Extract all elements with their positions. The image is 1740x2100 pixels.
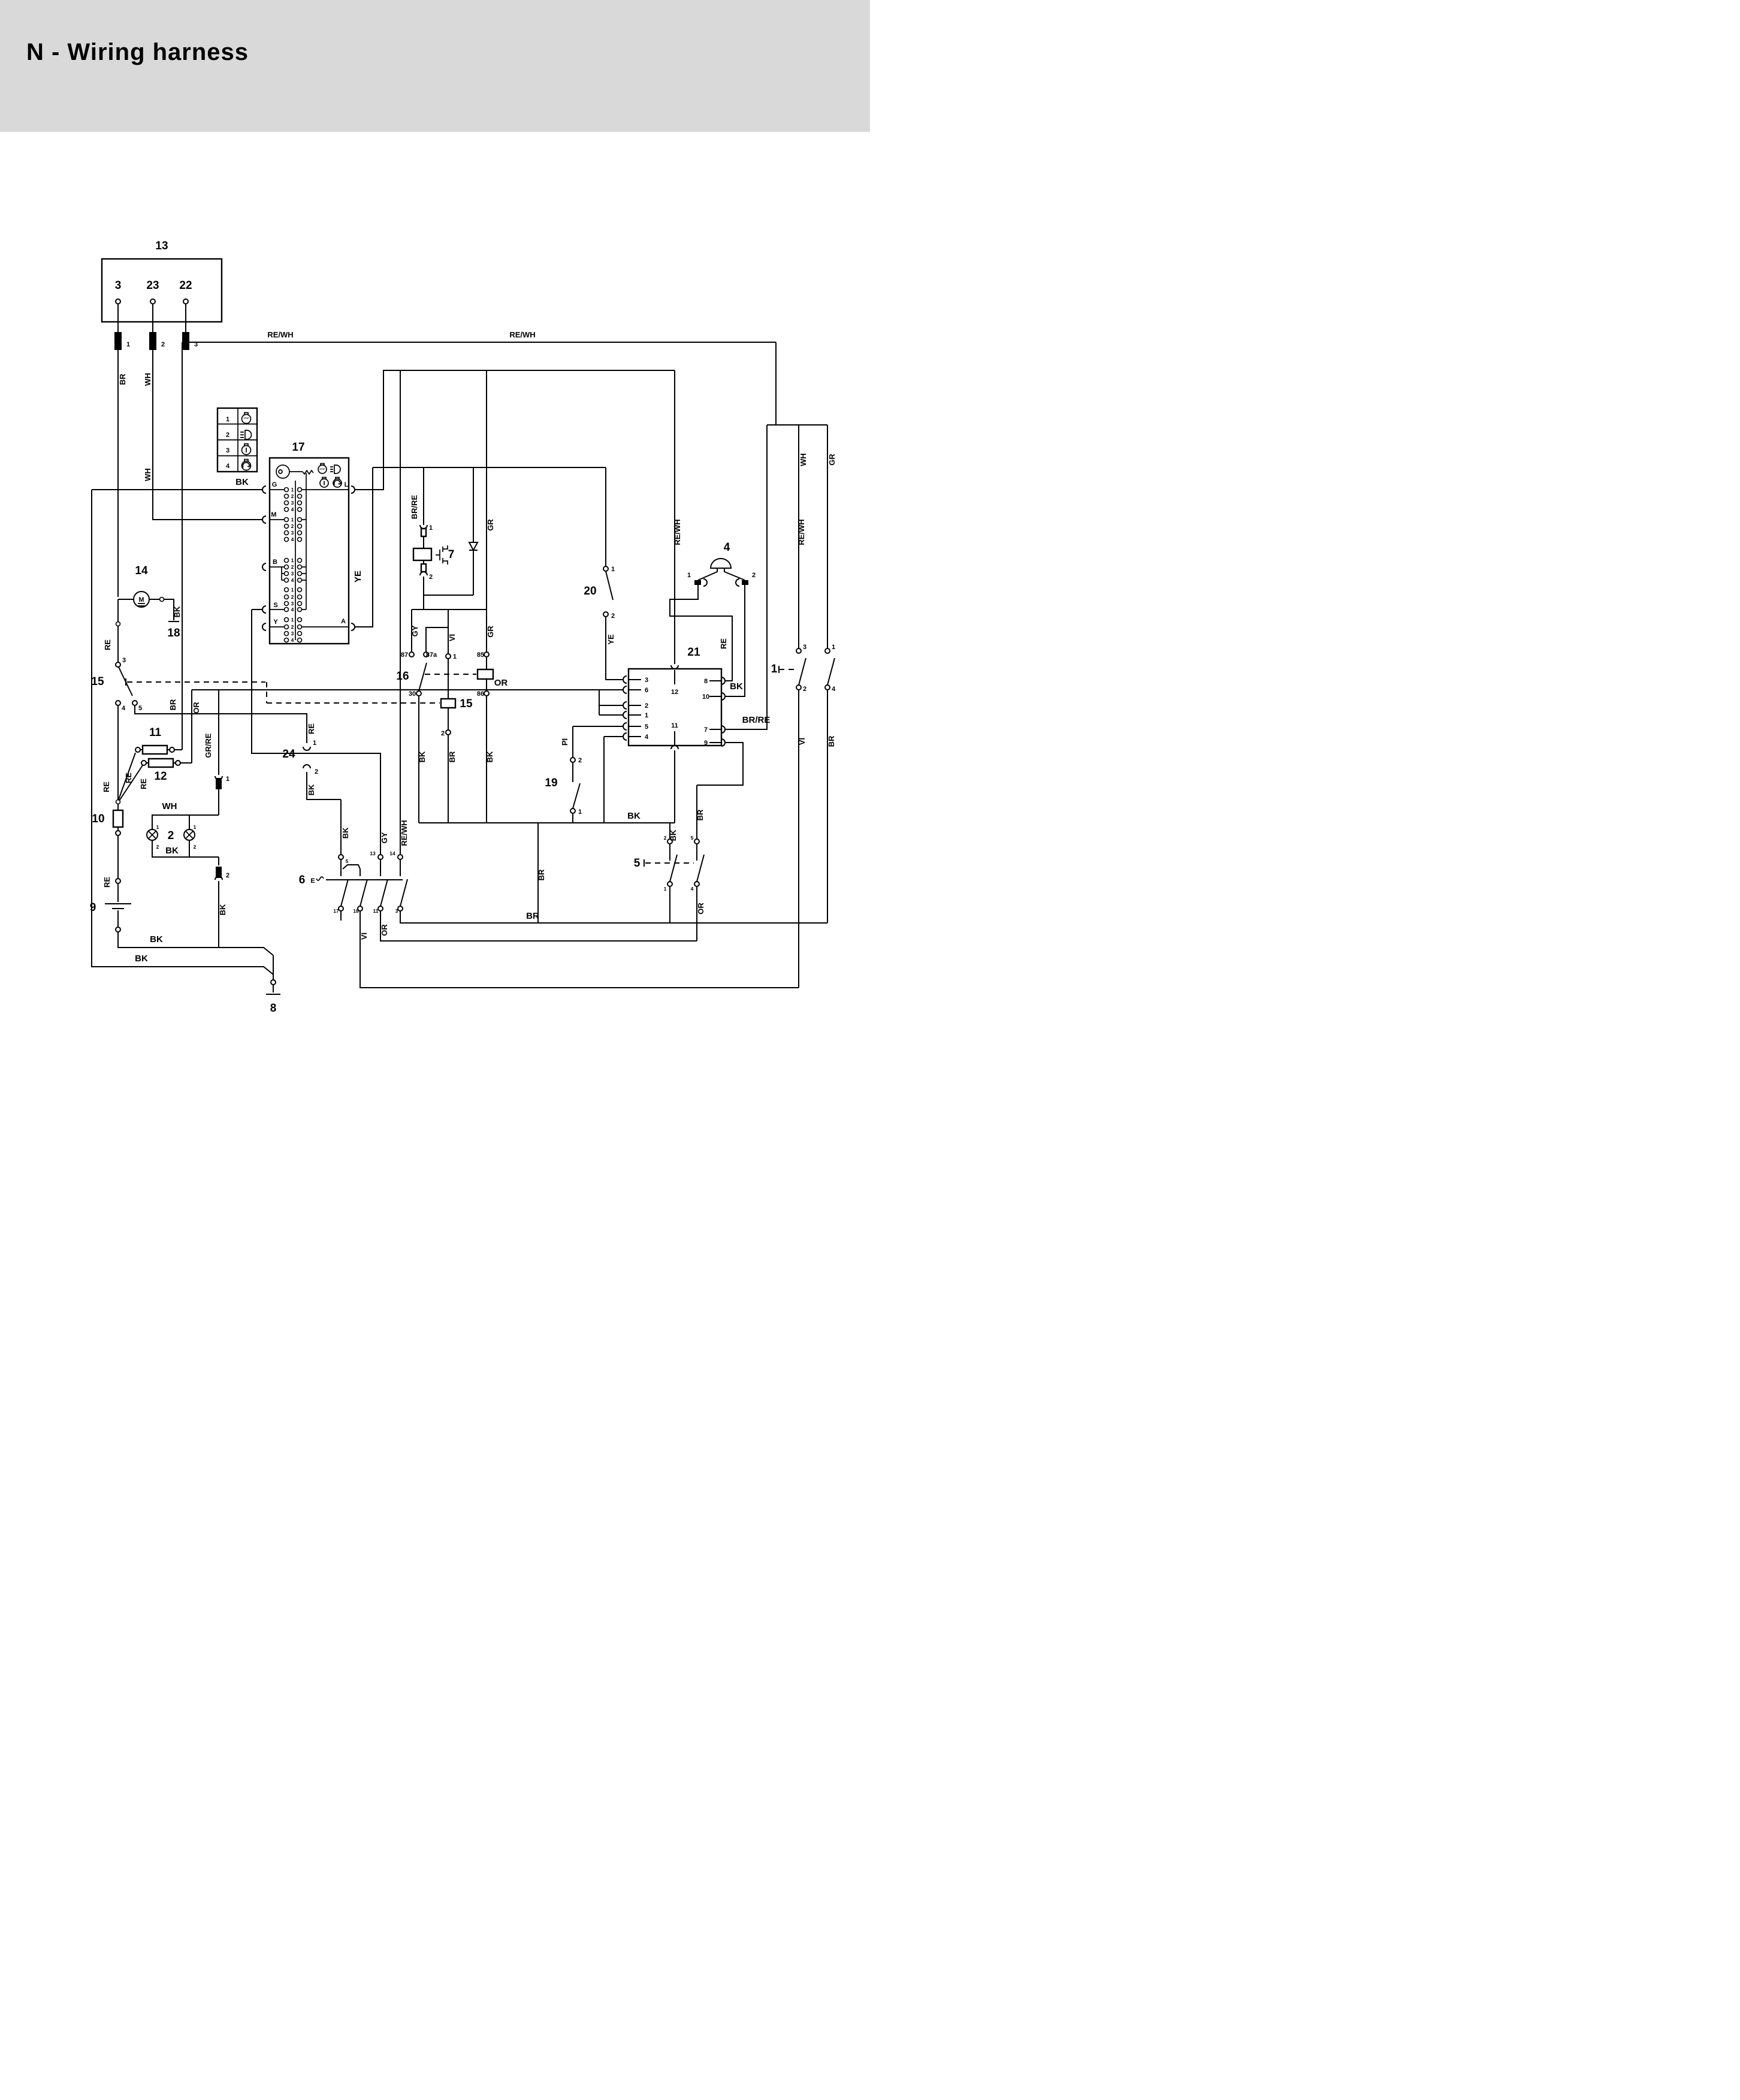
- wire-ye-7: [355, 370, 606, 823]
- wire-or-pin-label: 4: [225, 463, 230, 470]
- wire-label: RE: [103, 639, 112, 651]
- safety-switch-7: [413, 525, 448, 575]
- wire-or-pin-label: 3: [291, 630, 294, 636]
- diode: [469, 542, 478, 550]
- fuse-10: [113, 810, 123, 827]
- component-number: 18: [167, 627, 180, 639]
- wire-or-pin-label: 17: [333, 908, 339, 914]
- wiring-harness-page: [0, 0, 870, 1050]
- wire-or-pin-label: B: [273, 559, 277, 566]
- component-number: 11: [149, 726, 162, 739]
- component-number: 2: [167, 829, 174, 842]
- wire-or-pin-label: OR: [380, 924, 389, 936]
- wire-or-pin-label: Y: [273, 618, 278, 626]
- wire-label: RE/WH: [267, 330, 294, 339]
- wire-or-pin-label: VI: [448, 633, 457, 642]
- wire-or-pin-label: RE/WH: [400, 820, 409, 846]
- wire-or-pin-label: RE/WH: [797, 519, 806, 545]
- wire-or-pin-label: 2: [440, 730, 445, 737]
- wire-or-pin-label: BR: [827, 735, 836, 747]
- wire-or-pin-label: BR: [537, 869, 546, 881]
- wire-or-pin-label: 2: [611, 612, 615, 620]
- wire-or-pin-label: 87a: [425, 651, 437, 659]
- wire-or-pin-label: 87: [400, 651, 409, 659]
- wire-or-pin-label: VI: [798, 737, 806, 746]
- wire-or-pin-label: 5: [690, 835, 694, 841]
- wire-or-pin-label: 22: [179, 279, 192, 292]
- starter-icon: [333, 478, 342, 488]
- component-number: 8: [270, 1002, 277, 1015]
- wire-or-pin-label: 3: [225, 447, 230, 454]
- component-number: 19: [545, 777, 558, 789]
- wire-or-pin-label: 3: [291, 500, 294, 506]
- wire-or-pin-label: 1: [225, 416, 230, 423]
- wire-or-pin-label: YE: [606, 634, 615, 645]
- component-number: 15: [91, 675, 104, 688]
- wire-or-pin-label: 4: [831, 686, 836, 693]
- wire-or-pin-label: 8: [703, 678, 708, 685]
- page-title: N - Wiring harness: [26, 39, 249, 65]
- wire-or-pin-label: 1: [225, 776, 230, 783]
- wire-label: BK: [235, 477, 249, 487]
- wire-or-pin-label: BR: [448, 751, 457, 763]
- wire-or-pin-label: 5: [345, 858, 349, 864]
- wire-or-pin-label: PI: [560, 738, 569, 746]
- wire-or-pin-label: 1: [291, 487, 294, 493]
- switch-20: [603, 566, 608, 617]
- wire-or-pin-label: 1: [831, 644, 836, 651]
- fuse-icon: [421, 564, 426, 572]
- wire-or-pin-label: 1: [578, 808, 582, 816]
- wire-or-pin-label: 1: [193, 824, 197, 830]
- wire-or-pin-label: 1: [156, 824, 159, 830]
- wire-or-pin-label: BR: [168, 699, 177, 711]
- wire-or-pin-label: 1: [452, 653, 457, 660]
- wire-or-pin-label: WH: [799, 453, 808, 466]
- wire-or-pin-label: 2: [428, 574, 433, 581]
- relay-coil-icon: [441, 699, 455, 708]
- wire-or-pin-label: 1: [687, 572, 691, 579]
- wire-or-pin-label: 85: [476, 651, 485, 659]
- wire-or-pin-label: 1: [644, 712, 649, 719]
- wire-or-pin-label: 3: [114, 279, 122, 292]
- wire-or-pin-label: 2: [751, 572, 756, 579]
- wire-or-pin-label: 2: [314, 768, 319, 776]
- wire-or-pin-label: L: [344, 481, 349, 488]
- connector-24: [303, 747, 310, 768]
- wire-or-pin-label: 2: [291, 594, 294, 600]
- component-number: 17: [292, 441, 305, 454]
- wire-or-pin-label: 3: [194, 341, 198, 348]
- wire-or-pin-label: BK: [307, 784, 316, 796]
- wire-or-pin-label: 4: [690, 886, 694, 892]
- wire-or-pin-label: RE: [102, 876, 111, 888]
- wire-or-pin-label: 4: [121, 705, 126, 712]
- wire-label: BK: [173, 606, 182, 618]
- wire-or-pin-label: OR: [494, 678, 508, 688]
- wire-or-pin-label: 1: [291, 617, 294, 623]
- wire-or-pin-label: RE: [124, 772, 133, 784]
- wire-or-pin-label: GR/RE: [204, 733, 213, 758]
- wire-or-pin-label: 1: [611, 566, 615, 573]
- wire-gy-rewh: [252, 370, 400, 855]
- wire-or-pin-label: 1: [291, 517, 294, 523]
- wire-or-pin-label: 18: [353, 908, 359, 914]
- wire-or-pin-label: 13: [370, 850, 376, 856]
- wire-or-pin-label: 23: [146, 279, 159, 292]
- switch-6: [316, 855, 403, 911]
- wire-or-pin-label: 2: [291, 493, 294, 499]
- wire-or-pin-label: BK: [165, 846, 179, 856]
- wire-or-pin-label: BK: [730, 681, 743, 692]
- wire-or-pin-label: BK: [418, 751, 427, 763]
- wire-or-pin-label: 2: [225, 432, 230, 439]
- component-number: 20: [584, 585, 597, 598]
- wiring-diagram: [0, 0, 870, 1050]
- wire-or-pin-label: 2: [644, 702, 649, 710]
- component-number: 9: [89, 901, 96, 914]
- wire-or-pin-label: 2: [291, 564, 294, 570]
- wire-or-pin-label: 5: [138, 705, 143, 712]
- wire-or-pin-label: RE: [719, 638, 728, 650]
- wire-or-pin-label: GR: [827, 454, 836, 466]
- wire-or-pin-label: RE/WH: [673, 519, 682, 545]
- wire-or-pin-label: A: [341, 618, 346, 625]
- wire-or-pin-label: 3: [395, 908, 398, 914]
- icon-legend: [218, 408, 257, 472]
- relay-coil-icon: [413, 548, 431, 560]
- wire-or-pin-label: 3: [291, 530, 294, 536]
- ignition-icon: [320, 478, 328, 488]
- wire-or-pin-label: 4: [291, 506, 294, 512]
- horn-icon: [711, 559, 731, 568]
- wire-or-pin-label: 14: [389, 850, 395, 856]
- wire-label: WH: [143, 373, 152, 386]
- key-icon: [276, 465, 313, 478]
- wire-or-pin-label: 2: [663, 835, 667, 841]
- wire-or-pin-label: 3: [291, 601, 294, 607]
- wire-or-pin-label: M: [271, 511, 277, 518]
- connector-icon: [216, 778, 222, 789]
- wire-or-pin-label: BK: [341, 827, 350, 839]
- wire-or-pin-label: 6: [644, 687, 649, 694]
- wire-or-pin-label: BK: [135, 954, 148, 964]
- wire-or-pin-label: 1: [126, 341, 131, 348]
- component-number: 7: [448, 548, 455, 561]
- starter-icon: [242, 460, 251, 470]
- wire-or-pin-label: 30: [408, 690, 416, 698]
- diode-icon: [469, 542, 478, 550]
- component-number: 5: [633, 857, 641, 870]
- wire-or-pin-label: 1: [663, 886, 667, 892]
- component-number: 6: [298, 874, 306, 886]
- component-number: 1: [771, 663, 778, 675]
- wire-motor-18: [149, 599, 174, 620]
- wire-or-pin-label: VI: [360, 932, 368, 940]
- wire-or-pin-label: GY: [380, 832, 389, 844]
- wire-or-pin-label: 4: [291, 536, 294, 542]
- wire-or-pin-label: WH: [162, 801, 177, 811]
- header-band: [0, 0, 870, 132]
- connector-icon: [182, 332, 189, 350]
- wire-or-pin-label: 4: [291, 607, 294, 612]
- component-number: 16: [396, 670, 409, 683]
- wire-or-pin-label: BR/RE: [410, 494, 419, 520]
- wire-or-pin-label: BR/RE: [742, 715, 771, 725]
- wire-fuse-or: [119, 342, 623, 823]
- actuator-ticks: [126, 666, 779, 867]
- wire-or-pin-label: 2: [578, 757, 582, 764]
- wire-or-pin-label: 4: [291, 637, 294, 643]
- wire-or-pin-label: S: [273, 602, 278, 609]
- headlight-icon: [330, 465, 340, 473]
- wire-or-pin-label: BR: [696, 809, 705, 821]
- wire-or-pin-label: 1: [312, 740, 317, 747]
- wire-or-pin-label: BK: [627, 811, 641, 821]
- wire-or-pin-label: 3: [122, 657, 126, 664]
- wire-or-pin-label: E: [310, 877, 315, 885]
- wire-or-pin-label: BK: [150, 934, 163, 945]
- component-number: 10: [92, 813, 105, 825]
- wire-label: YE: [353, 570, 363, 583]
- wire-label: BR: [118, 373, 127, 385]
- wire-or-pin-label: GR: [486, 519, 495, 531]
- wire-or-pin-label: G: [271, 481, 277, 488]
- horn-4: [694, 559, 748, 586]
- wire-or-pin-label: 3: [644, 677, 649, 684]
- wire-or-pin-label: 2: [193, 844, 197, 850]
- wire-or-pin-label: OR: [696, 903, 705, 915]
- wire-or-pin-label: 2: [156, 844, 159, 850]
- connector-icon: [742, 580, 748, 585]
- wire-or-pin-label: STOP: [319, 468, 325, 470]
- wire-or-pin-label: BK: [218, 904, 227, 916]
- wire-or-pin-label: 2: [225, 872, 230, 879]
- switch-1: [796, 648, 830, 690]
- relay-coil-icon: [478, 669, 493, 679]
- wire-or-pin-label: 9: [703, 740, 708, 747]
- connector-icon: [149, 332, 156, 350]
- component-number: 21: [687, 646, 700, 659]
- component-number: 15: [460, 698, 473, 710]
- wire-or-pin-label: 86: [476, 690, 485, 698]
- component-number: 13: [155, 240, 168, 252]
- wire-or-pin-label: GR: [486, 626, 495, 638]
- wire-label: RE/WH: [509, 330, 536, 339]
- battery-9: [105, 904, 131, 909]
- wire-or-pin-label: BR: [526, 911, 539, 921]
- component-number: 14: [135, 565, 148, 577]
- wire-or-pin-label: 10: [702, 693, 710, 701]
- switch-5: [667, 839, 699, 886]
- motor-letter: M: [138, 596, 144, 604]
- labels-layer: [26, 39, 836, 1015]
- wire-or-pin-label: 4: [291, 577, 294, 583]
- wire-or-pin-label: 2: [291, 523, 294, 529]
- connector-icon: [114, 332, 122, 350]
- fuse-icon: [421, 529, 426, 536]
- wire-or-pin-label: 1: [291, 557, 294, 563]
- wire-or-pin-label: 1: [428, 524, 433, 532]
- wire-or-pin-label: 11: [671, 722, 678, 729]
- wire-label: WH: [143, 468, 152, 481]
- wire-or-pin-label: BK: [669, 829, 678, 841]
- component-number: 24: [282, 748, 295, 761]
- wire-or-pin-label: BK: [485, 751, 494, 763]
- wire-or-pin-label: 11: [373, 908, 379, 914]
- switch-grid-wiring: [270, 473, 349, 640]
- wire-or-pin-label: RE: [102, 781, 111, 793]
- component-number: 4: [723, 541, 730, 554]
- ignition-icon: [242, 444, 251, 455]
- wire-horn: [670, 568, 745, 696]
- component-number: 12: [154, 770, 167, 783]
- transistor-glyph: [436, 545, 448, 565]
- wire-or-pin-label: 2: [802, 686, 807, 693]
- wire-1-lower: [799, 658, 835, 988]
- connector-icon: [694, 580, 701, 585]
- wire-or-pin-label: GY: [410, 625, 419, 637]
- wire-20: [606, 467, 623, 680]
- wire-or-pin-label: 5: [644, 723, 649, 731]
- wire-relays: [419, 610, 448, 823]
- wire-or-pin-label: OR: [192, 702, 201, 714]
- wire-or-pin-label: RE: [139, 778, 148, 790]
- wire-or-pin-label: 12: [670, 689, 679, 696]
- wire-top-buses: [182, 342, 827, 729]
- connector-block-13: [102, 259, 222, 350]
- headlight-icon: [240, 430, 252, 439]
- wire-or-pin-label: 3: [291, 571, 294, 577]
- wire-or-pin-label: 4: [644, 734, 649, 741]
- wire-or-pin-label: STOP: [243, 417, 249, 420]
- wire-or-pin-label: RE: [307, 723, 316, 735]
- wire-or-pin-label: 1: [291, 587, 294, 593]
- wire-6-bottom: [326, 859, 827, 988]
- wire-or-pin-label: 2: [291, 624, 294, 630]
- wire-or-pin-label: 7: [703, 726, 708, 734]
- wire-or-pin-label: 3: [802, 644, 807, 651]
- wire-or-pin-label: 2: [161, 341, 165, 348]
